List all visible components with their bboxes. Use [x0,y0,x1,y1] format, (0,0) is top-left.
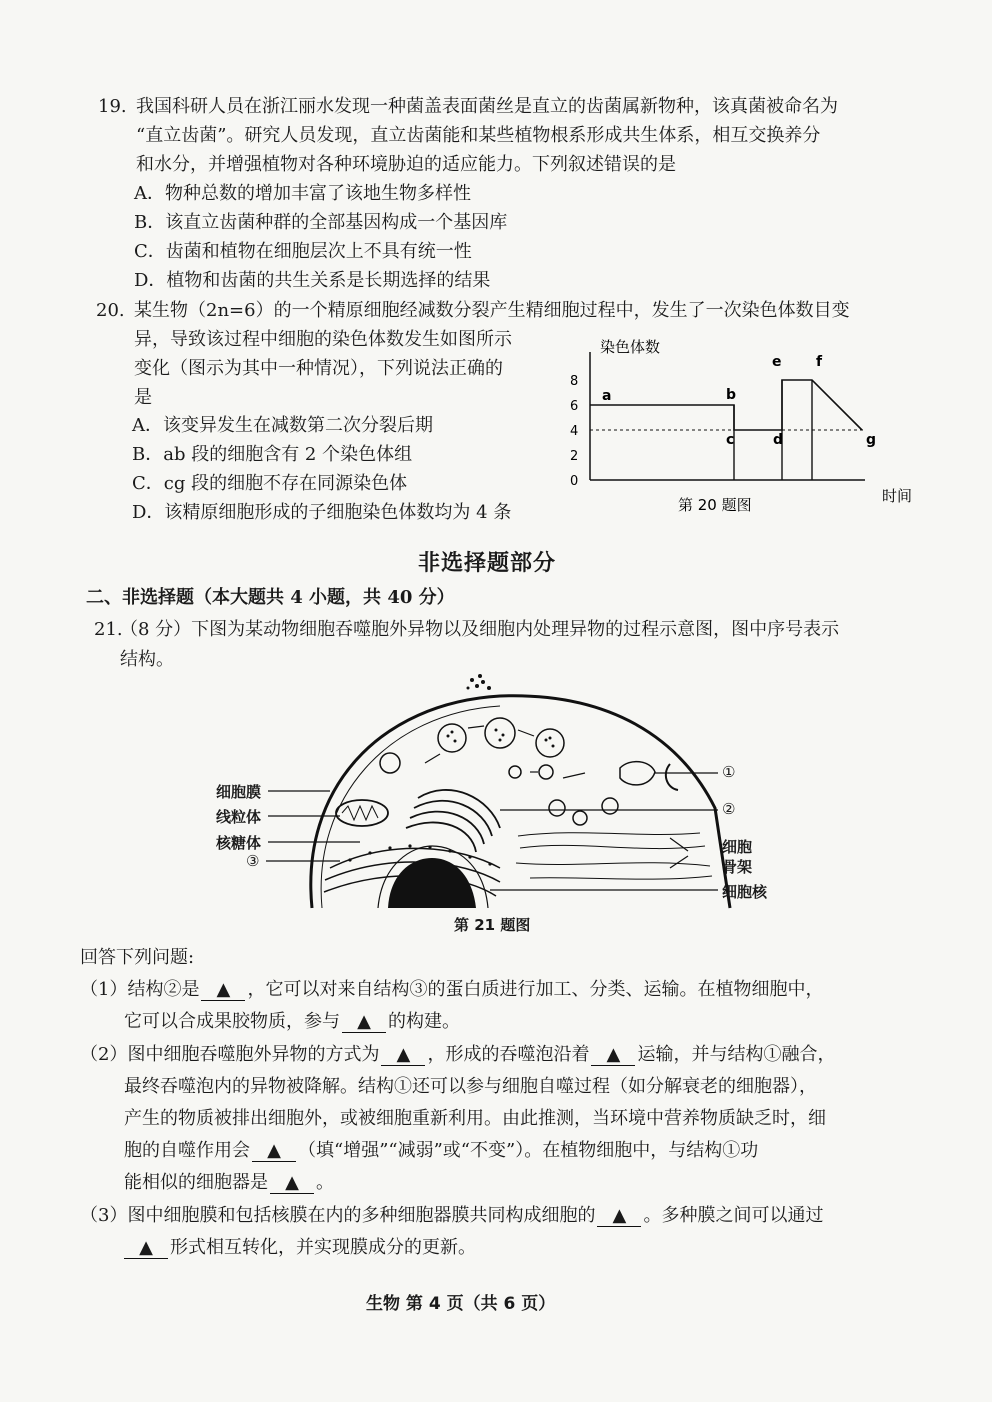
chart-point-label: g [866,432,877,448]
chart-y-tick-label: 0 [570,474,579,489]
label-ribosome: 核糖体 [216,834,262,852]
q20-number: 20. [96,300,125,321]
chart-y-tick-label: 2 [570,449,579,464]
answer-blank[interactable]: ▲ [591,1045,635,1066]
label-structure-2: ② [722,800,736,818]
q21-part-2-line-2: 最终吞噬泡内的异物被降解。结构①还可以参与细胞自噬过程（如分解衰老的细胞器）， [124,1076,817,1097]
right-leader-lines [490,773,718,890]
answer-blank[interactable]: ▲ [252,1141,296,1162]
answer-blank[interactable]: ▲ [342,1012,386,1033]
label-structure-3: ③ [246,852,260,870]
label-cell-membrane: 细胞膜 [216,783,262,801]
chart-point-labels [602,354,876,448]
chart-y-tick-label: 8 [570,374,579,389]
membrane-invagination [666,764,678,790]
secreted-vesicle-dots [467,674,492,690]
q21-stem-line-1: （8 分）下图为某动物细胞吞噬胞外异物以及细胞内处理异物的过程示意图，图中序号表示 [120,619,840,640]
golgi-apparatus [406,790,500,852]
answer-blank[interactable]: ▲ [597,1206,641,1227]
q20-stem-line-1: 某生物（2n=6）的一个精原细胞经减数分裂产生精细胞过程中，发生了一次染色体数目变 [134,300,850,321]
q21-part-1-line-1: （1）结构②是 ▲ ，它可以对来自结构③的蛋白质进行加工、分类、运输。在植物细胞中， [80,979,824,1000]
answer-blank[interactable]: ▲ [381,1045,425,1066]
q20-option-a: A．该变异发生在减数第二次分裂后期 [132,415,433,436]
q20-option-c: C．cg 段的细胞不存在同源染色体 [132,473,408,494]
q20-stem-line-3: 变化（图示为其中一种情况），下列说法正确的 [134,358,503,379]
page-footer: 生物 第 4 页（共 6 页） [366,1294,556,1314]
q21-part-2-line-1: （2）图中细胞吞噬胞外异物的方式为 ▲ ，形成的吞噬泡沿着 ▲ 运输，并与结构①融合， [80,1044,836,1065]
chart-point-label: a [602,388,612,404]
q19-stem-line-3: 和水分，并增强植物对各种环境胁迫的适应能力。下列叙述错误的是 [136,154,676,175]
figure-21-caption: 第 21 题图 [454,916,531,934]
answer-blank[interactable]: ▲ [124,1238,168,1259]
animal-cell-diagram [200,668,800,938]
q19-option-a: A．物种总数的增加丰富了该地生物多样性 [134,183,471,204]
q19-number: 19. [98,96,127,117]
chart-point-label: f [816,354,823,370]
q19-option-c: C．齿菌和植物在细胞层次上不具有统一性 [134,241,472,262]
chart-point-label: b [726,387,737,403]
q21-part-1-line-2: 它可以合成果胶物质，参与 ▲ 的构建。 [124,1011,460,1032]
answer-prompt: 回答下列问题: [80,947,195,968]
chart-y-tick-label: 6 [570,399,579,414]
q19-option-b: B．该直立齿菌种群的全部基因构成一个基因库 [134,212,508,233]
chart-point-label: c [726,432,735,448]
phagosome [620,762,655,785]
label-mitochondrion: 线粒体 [216,808,262,826]
label-cytoskeleton-2: 骨架 [722,858,753,876]
answer-blank[interactable]: ▲ [270,1173,314,1194]
q19-stem-line-2: “直立齿菌”。研究人员发现，直立齿菌能和某些植物根系形成共生体系，相互交换养分 [136,125,821,146]
chart-point-label: e [772,354,782,370]
chart-axes [590,352,865,480]
cell-nucleus [388,858,476,908]
q21-part-2-line-5: 能相似的细胞器是 ▲ 。 [124,1172,334,1193]
chart-point-label: d [773,432,784,448]
q21-part-2-line-3: 产生的物质被排出细胞外，或被细胞重新利用。由此推测，当环境中营养物质缺乏时，细 [124,1108,826,1129]
vesicle-contents [447,729,555,748]
q21-part-2-line-4: 胞的自噬作用会 ▲ （填“增强”“减弱”或“不变”）。在植物细胞中，与结构①功 [124,1140,759,1161]
chart-x-axis-label: 时间 [882,487,913,505]
chromosome-count-chart [560,330,920,525]
chart-y-tick-label: 4 [570,424,579,439]
label-structure-1: ① [722,763,736,781]
q21-stem-line-2: 结构。 [120,649,174,670]
q20-option-d: D．该精原细胞形成的子细胞染色体数均为 4 条 [132,502,512,523]
mitochondrion [336,800,388,826]
chart-caption: 第 20 题图 [678,496,752,514]
label-nucleus: 细胞核 [722,883,768,901]
chart-y-axis-label: 染色体数 [600,338,661,356]
q20-stem-line-2: 异，导致该过程中细胞的染色体数发生如图所示 [134,329,512,350]
chart-y-ticks [570,374,578,489]
cytoskeleton-lines [516,833,712,879]
section-title: 非选择题部分 [418,551,557,576]
q21-part-3-line-2: ▲ 形式相互转化，并实现膜成分的更新。 [122,1233,476,1262]
q20-stem-line-4: 是 [134,387,152,408]
q20-option-b: B．ab 段的细胞含有 2 个染色体组 [132,444,413,465]
section-subtitle: 二、非选择题（本大题共 4 小题，共 40 分） [86,587,455,608]
q19-option-d: D．植物和齿菌的共生关系是长期选择的结果 [134,270,491,291]
q21-part-3-line-1: （3）图中细胞膜和包括核膜在内的多种细胞器膜共同构成细胞的 ▲ 。多种膜之间可以通过 [80,1205,824,1226]
answer-blank[interactable]: ▲ [201,980,245,1001]
q21-number: 21. [94,619,123,640]
q19-stem-line-1: 我国科研人员在浙江丽水发现一种菌盖表面菌丝是直立的齿菌属新物种，该真菌被命名为 [136,96,838,117]
vesicles [380,718,618,825]
label-cytoskeleton-1: 细胞 [722,838,753,856]
